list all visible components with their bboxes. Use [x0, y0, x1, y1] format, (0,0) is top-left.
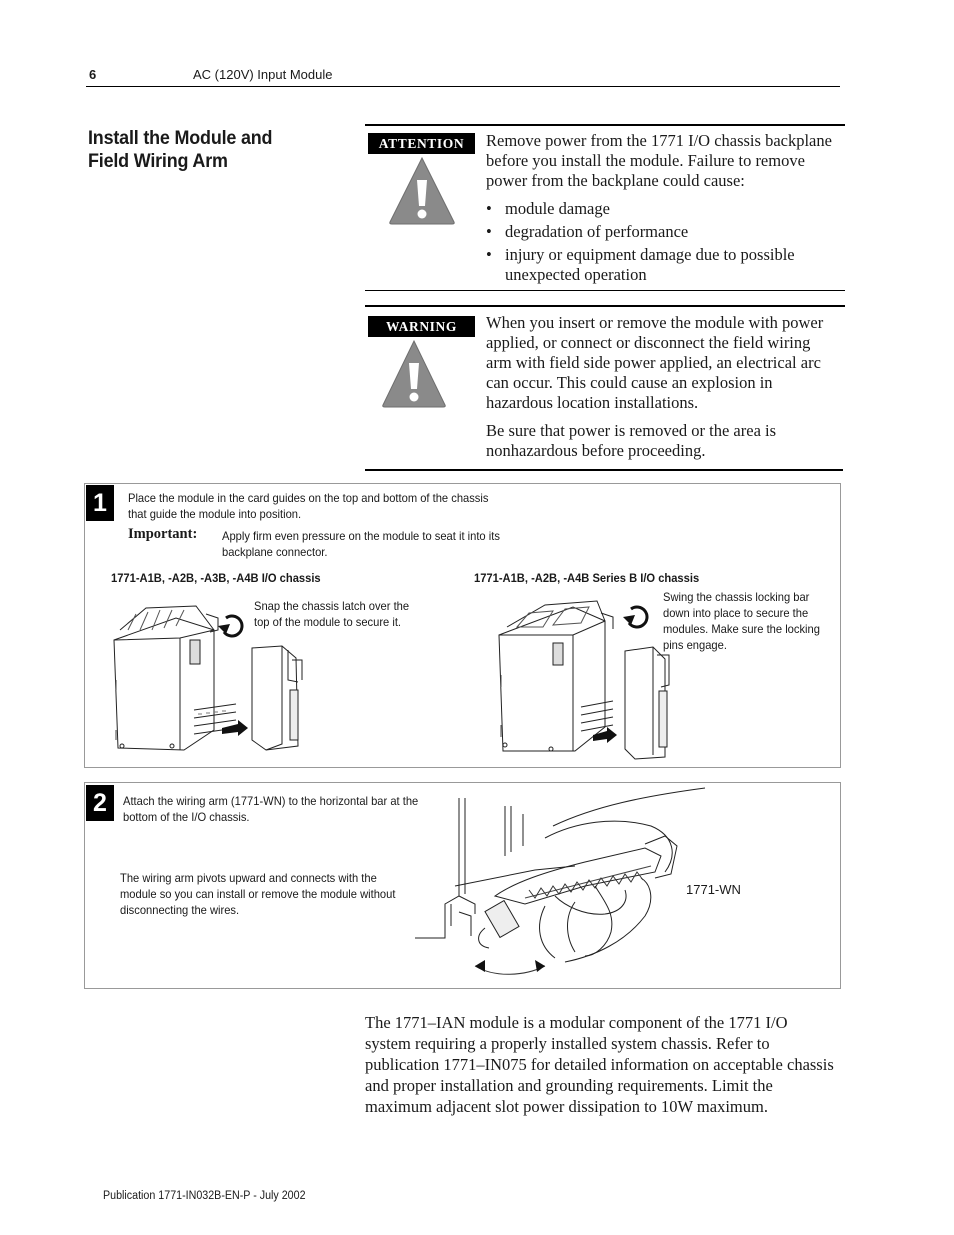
right-chassis-illustration	[493, 595, 693, 760]
warning-bottom-rule	[365, 469, 843, 471]
step-1-instruction: Place the module in the card guides on the top and bottom of the chassis that guide the module into position.	[128, 491, 489, 521]
wiring-arm-label: 1771-WN	[686, 882, 741, 897]
attention-top-rule	[365, 124, 845, 126]
warning-body	[486, 313, 838, 469]
important-label: Important:	[128, 526, 198, 542]
left-chassis-caption: 1771-A1B, -A2B, -A3B, -A4B I/O chassis	[111, 571, 321, 585]
header-rule	[86, 86, 840, 87]
attention-bottom-rule	[365, 290, 845, 291]
step-2-number: 2	[86, 785, 114, 821]
publication-footer: Publication 1771-IN032B-EN-P - July 2002	[103, 1190, 306, 1202]
step-2-note: The wiring arm pivots upward and connects with the module so you can install or remove the module without disconnecting the wires.	[120, 871, 396, 917]
page-number: 6	[89, 67, 97, 82]
list-item: • injury or equipment damage due to possible unexpected operation	[486, 245, 838, 285]
warning-triangle-icon	[381, 339, 447, 409]
warning-paragraph: When you insert or remove the module with power applied, or connect or disconnect the field wiring arm with field side power applied, an electrical arc can occur. This could cause an explosion in hazardous location installations.	[486, 313, 824, 412]
right-chassis-caption: 1771-A1B, -A2B, -A4B Series B I/O chassis	[474, 571, 700, 585]
warning-paragraph: Be sure that power is removed or the area is nonhazardous before proceeding.	[486, 421, 777, 460]
warning-label: WARNING	[368, 316, 475, 337]
list-item: • degradation of performance	[486, 222, 838, 242]
list-item: • module damage	[486, 199, 838, 219]
left-chassis-illustration	[106, 600, 316, 760]
attention-text: Remove power from the 1771 I/O chassis backplane before you install the module. Failure to remove power from the backplane could cause:	[486, 131, 832, 190]
right-chassis-note: Swing the chassis locking bar down into place to secure the modules. Make sure the locking pins engage.	[663, 590, 820, 652]
important-text: Apply firm even pressure on the module to seat it into its backplane connector.	[222, 529, 500, 559]
warning-triangle-icon	[388, 156, 456, 226]
warning-top-rule	[365, 305, 845, 307]
running-title: AC (120V) Input Module	[193, 67, 333, 82]
step-1-number: 1	[86, 485, 114, 521]
attention-body	[486, 131, 838, 288]
step-2-instruction: Attach the wiring arm (1771-WN) to the horizontal bar at the bottom of the I/O chassis.	[123, 794, 419, 824]
left-chassis-note: Snap the chassis latch over the top of the module to secure it.	[254, 599, 410, 629]
body-paragraph: The 1771–IAN module is a modular component of the 1771 I/O system requiring a properly installed system chassis. Refer to publication 1771–IN075 for detailed information on acceptable chassis and proper installation and grounding requirements. Limit the maximum adjacent slot power dissipation to 10W maximum.	[365, 1013, 834, 1116]
attention-label: ATTENTION	[368, 133, 475, 154]
attention-bullet-list	[486, 199, 838, 285]
section-title: Install the Module and Field Wiring Arm	[88, 127, 273, 172]
wiring-arm-illustration	[415, 786, 715, 984]
